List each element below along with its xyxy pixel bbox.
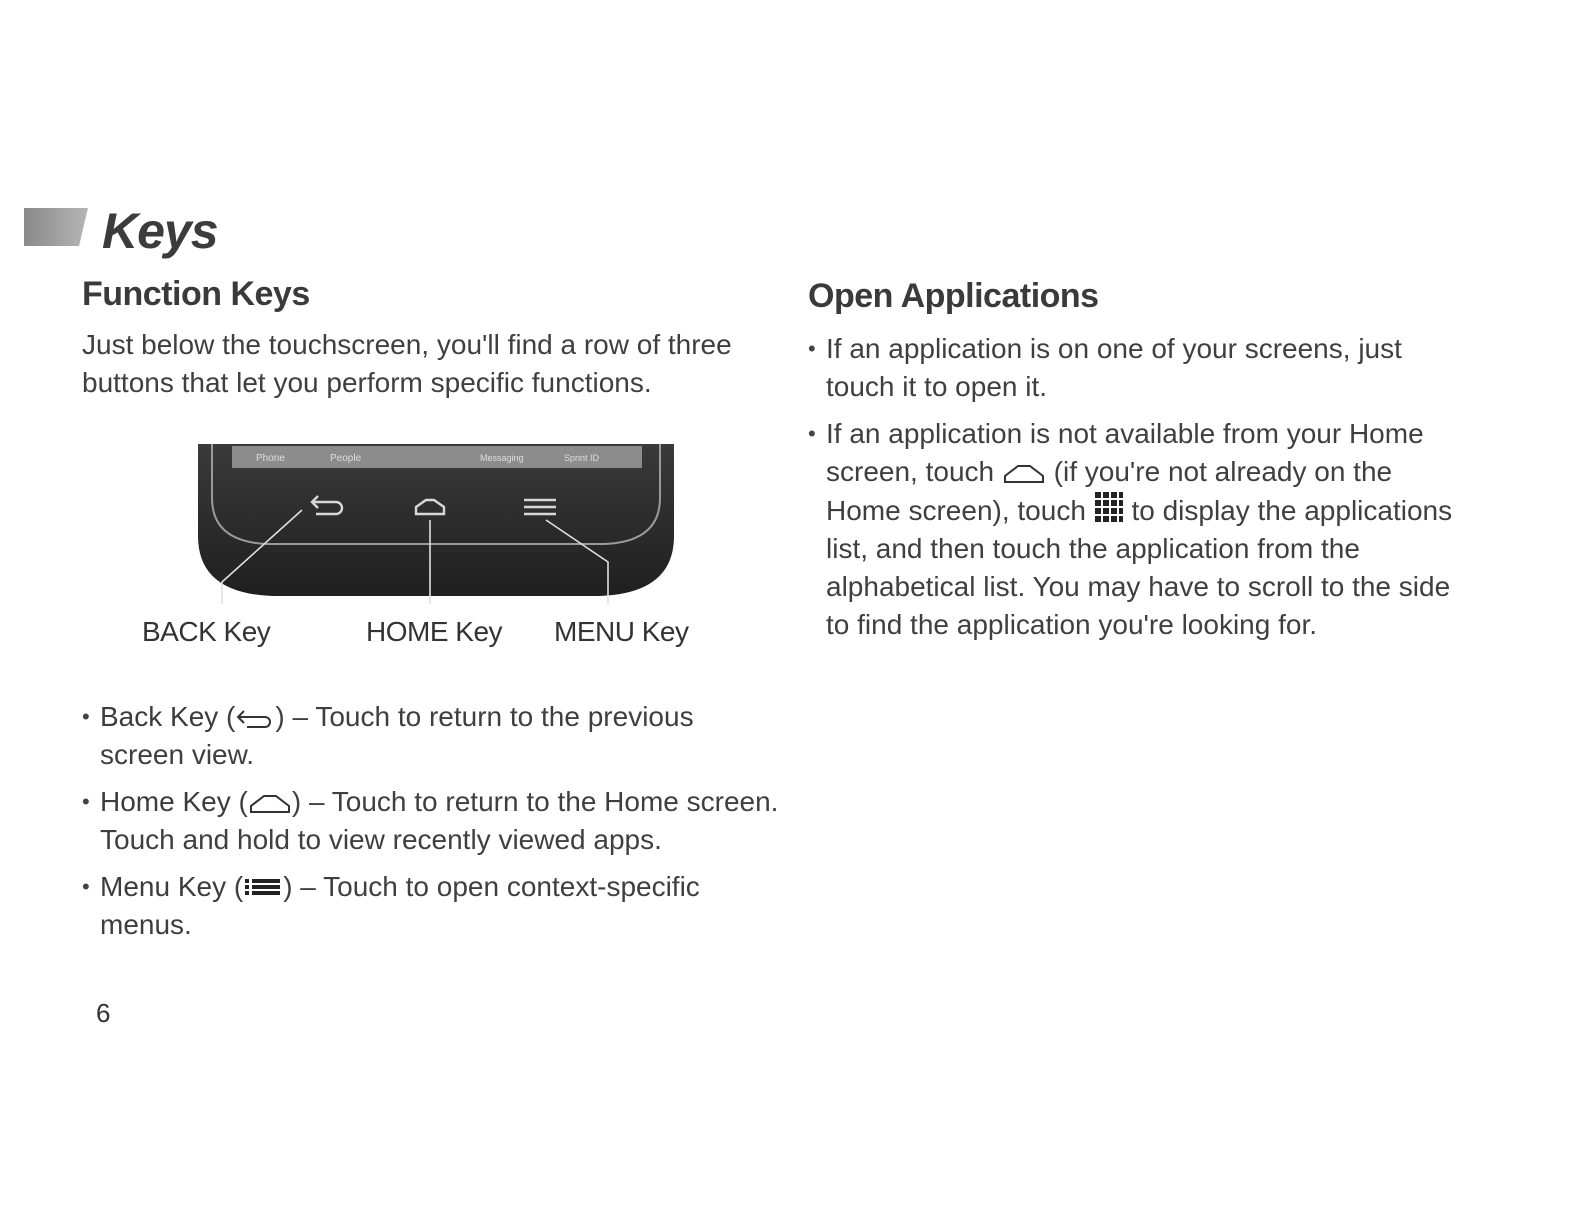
open-apps-text-a: If an application is not available from your Home screen, touch: [826, 418, 1424, 487]
callout-menu-key: MENU Key: [554, 616, 689, 647]
list-item-open-from-screen: [808, 330, 1458, 406]
list-item-home-key: • Home Key ( ) – Touch to return to the Home screen. Touch and hold to view recently viewed apps.: [82, 783, 782, 859]
home-icon: [1002, 460, 1046, 484]
open-applications-heading: Open Applications: [808, 277, 1099, 315]
screen-tab-people: People: [330, 453, 362, 464]
phone-keys-illustration: [198, 444, 674, 604]
home-key-description: – Touch to return to the Home screen. Touch and hold to view recently viewed apps.: [100, 786, 779, 855]
section-marker: [24, 208, 88, 246]
screen-tab-messaging: Messaging: [480, 453, 524, 463]
back-key-name: Back Key: [100, 701, 219, 732]
back-key-description: – Touch to return to the previous screen view.: [100, 701, 694, 770]
menu-key-description: – Touch to open context-specific menus.: [100, 871, 700, 940]
home-icon: [248, 790, 292, 814]
list-item-back-key: • Back Key ( ) – Touch to return to the previous screen view.: [82, 698, 782, 774]
open-from-screen-text: If an application is on one of your screens, just touch it to open it.: [826, 333, 1402, 402]
function-keys-list: [82, 698, 782, 953]
list-item-open-from-apps-list: [808, 415, 1458, 644]
page-number: 6: [96, 998, 111, 1028]
screen-tab-sprint-id: Sprint ID: [564, 453, 600, 463]
list-item-menu-key: • Menu Key ( ) – Touch to open context-specific menus.: [82, 868, 782, 944]
open-apps-text-b: (if you're not already on the Home screen), touch: [826, 456, 1393, 526]
back-arrow-icon: [235, 705, 275, 729]
function-keys-heading: Function Keys: [82, 275, 310, 313]
callout-home-key: HOME Key: [366, 616, 503, 647]
apps-grid-icon: [1094, 491, 1124, 523]
home-key-name: Home Key: [100, 786, 231, 817]
screen-tab-phone: Phone: [256, 453, 285, 464]
function-keys-intro: Just below the touchscreen, you'll find a row of three buttons that let you perform specific functions.: [82, 329, 732, 398]
menu-icon: [243, 875, 283, 899]
menu-key-name: Menu Key: [100, 871, 227, 902]
section-title: Keys: [102, 203, 218, 259]
open-apps-text-c: to display the applications list, and then touch the application from the alphabetical list. You may have to scroll to the side to find the application you're looking for.: [826, 495, 1453, 640]
callout-back-key: BACK Key: [142, 616, 271, 647]
open-applications-list: [808, 330, 1458, 653]
